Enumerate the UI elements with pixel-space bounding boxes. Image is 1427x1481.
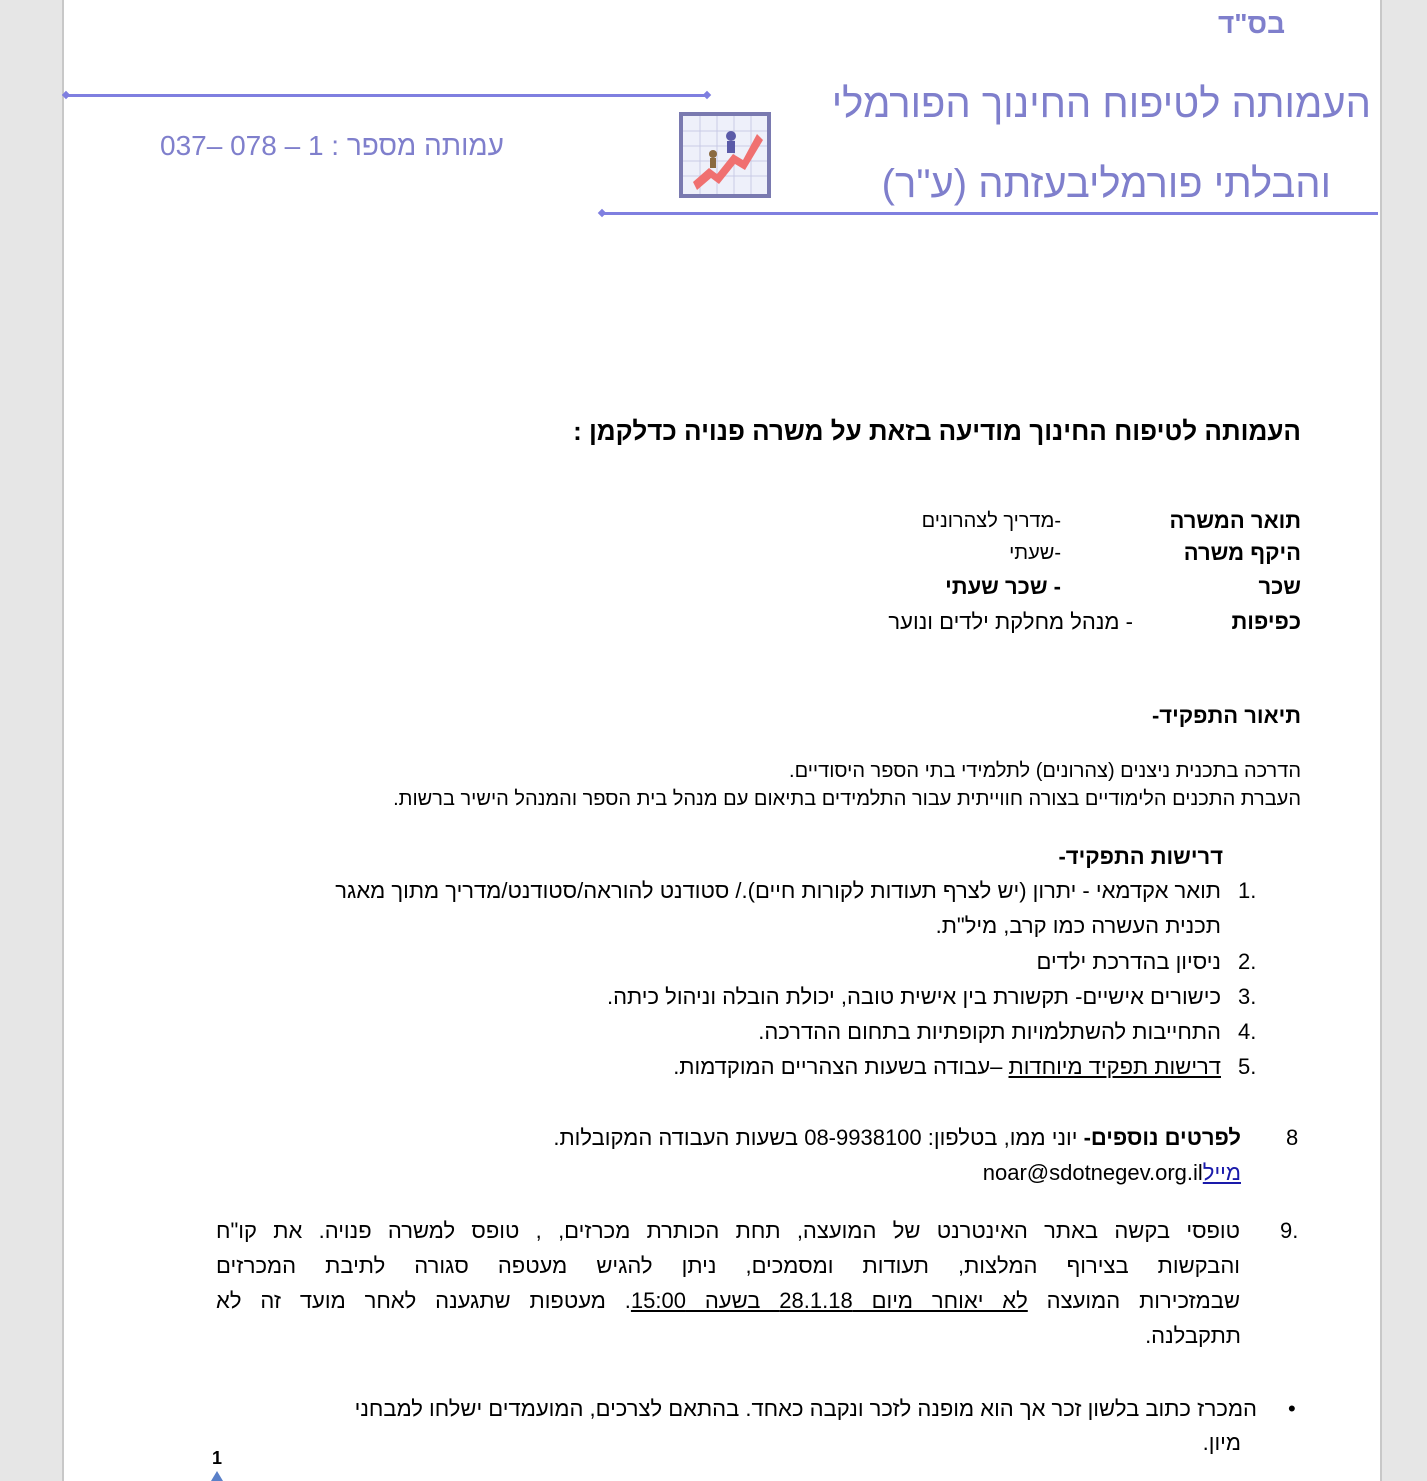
field-label-title: תואר המשרה [1169,508,1301,533]
bsd-mark: בס"ד [1217,8,1285,39]
header-rule-top [66,94,708,97]
org-logo [679,112,771,198]
bullet: • [1288,1396,1296,1421]
requirement-item: התחייבות להשתלמויות תקופתיות בתחום ההדרכה. [758,1019,1221,1044]
submission-line: והבקשות בצירוף המלצות, תעודות ומסמכים, ניתן להגיש מעטפה סגורה לתיבת המכרזים [216,1253,1240,1278]
special-requirements-text: –עבודה בשעות הצהריים המוקדמות. [673,1054,1009,1079]
gender-note-continued: מיון. [1202,1430,1241,1455]
gender-note: המכרז כתוב בלשון זכר אך הוא מופנה לזכר ונקבה כאחד. בהתאם לצרכים, המועמדים ישלחו למבחני [354,1396,1257,1421]
list-number: 4. [1238,1019,1257,1044]
role-description-line: הדרכה בתכנית ניצנים (צהרונים) לתלמידי בתי הספר היסודיים. [789,760,1301,782]
special-requirements-label: דרישות תפקיד מיוחדות [1008,1054,1221,1079]
mail-link[interactable]: מייל [1202,1160,1241,1185]
triangle-marker-icon [211,1471,223,1481]
submission-text: . מעטפות שתגענה לאחר מועד זה לא [216,1288,631,1313]
contact-label: לפרטים נוספים- [1083,1125,1241,1150]
field-value-title: -מדריך לצהרונים [921,510,1061,532]
registration-number: עמותה מספר : 1 – 078 –037 [160,130,504,161]
page-number: 1 [212,1448,223,1468]
submission-text: שבמזכירות המועצה [1027,1288,1241,1313]
requirement-item: כישורים אישיים- תקשורת בין אישית טובה, יכולת הובלה וניהול כיתה. [606,984,1221,1009]
org-name-line1: העמותה לטיפוח החינוך הפורמלי [831,82,1371,126]
field-value-salary: - שכר שעתי [945,574,1061,599]
requirement-item-continued: תכנית העשרה כמו קרב, מיל"ת. [935,913,1221,938]
contact-email-line [983,1160,1241,1186]
submission-line: טופסי בקשה באתר האינטרנט של המועצה, תחת הכותרת מכרזים, , טופס למשרה פנויה. את קו"ח [216,1218,1240,1243]
email-address: noar@sdotnegev.org.il [982,1160,1203,1185]
requirements-title: דרישות התפקיד- [1058,844,1223,869]
section-number: 8 [1286,1125,1299,1150]
field-label-reports-to: כפיפות [1231,609,1301,634]
header-rule-bottom [602,212,1378,215]
submission-deadline: לא יאוחר מיום 28.1.18 בשעה 15:00 [630,1288,1028,1313]
requirement-item [673,1054,1221,1080]
field-value-scope: -שעתי [1009,542,1061,564]
role-description-title: תיאור התפקיד- [1151,703,1301,728]
submission-line [216,1288,1240,1314]
org-name-line2: והבלתי פורמליבעזתה (ע"ר) [881,162,1331,206]
role-description-line: העברת התכנים הלימודיים בצורה חווייתית עבור התלמידים בתיאום עם מנהל בית הספר והמנהל הישיר ברשות. [393,788,1301,810]
list-number: 5. [1238,1054,1257,1079]
field-label-scope: היקף משרה [1183,540,1301,565]
contact-text: יוני ממו, בטלפון: 08-9938100 בשעות העבודה המקובלות. [553,1125,1084,1150]
announcement-heading: העמותה לטיפוח החינוך מודיעה בזאת על משרה פנויה כדלקמן : [573,416,1301,446]
list-number: 3. [1238,984,1257,1009]
field-value-reports-to: - מנהל מחלקת ילדים ונוער [888,609,1133,634]
list-number: 2. [1238,949,1257,974]
requirement-item: ניסיון בהדרכת ילדים [1036,949,1221,974]
field-label-salary: שכר [1258,574,1301,599]
list-number: 1. [1238,878,1257,903]
section-number: 9. [1280,1218,1299,1243]
contact-details [553,1125,1241,1151]
chart-graphic-icon [683,116,767,194]
requirement-item: תואר אקדמאי - יתרון (יש לצרף תעודות לקורות חיים)./ סטודנט להוראה/סטודנט/מדריך מתוך מאגר [335,878,1221,903]
submission-line: תתקבלנה. [1145,1323,1241,1348]
